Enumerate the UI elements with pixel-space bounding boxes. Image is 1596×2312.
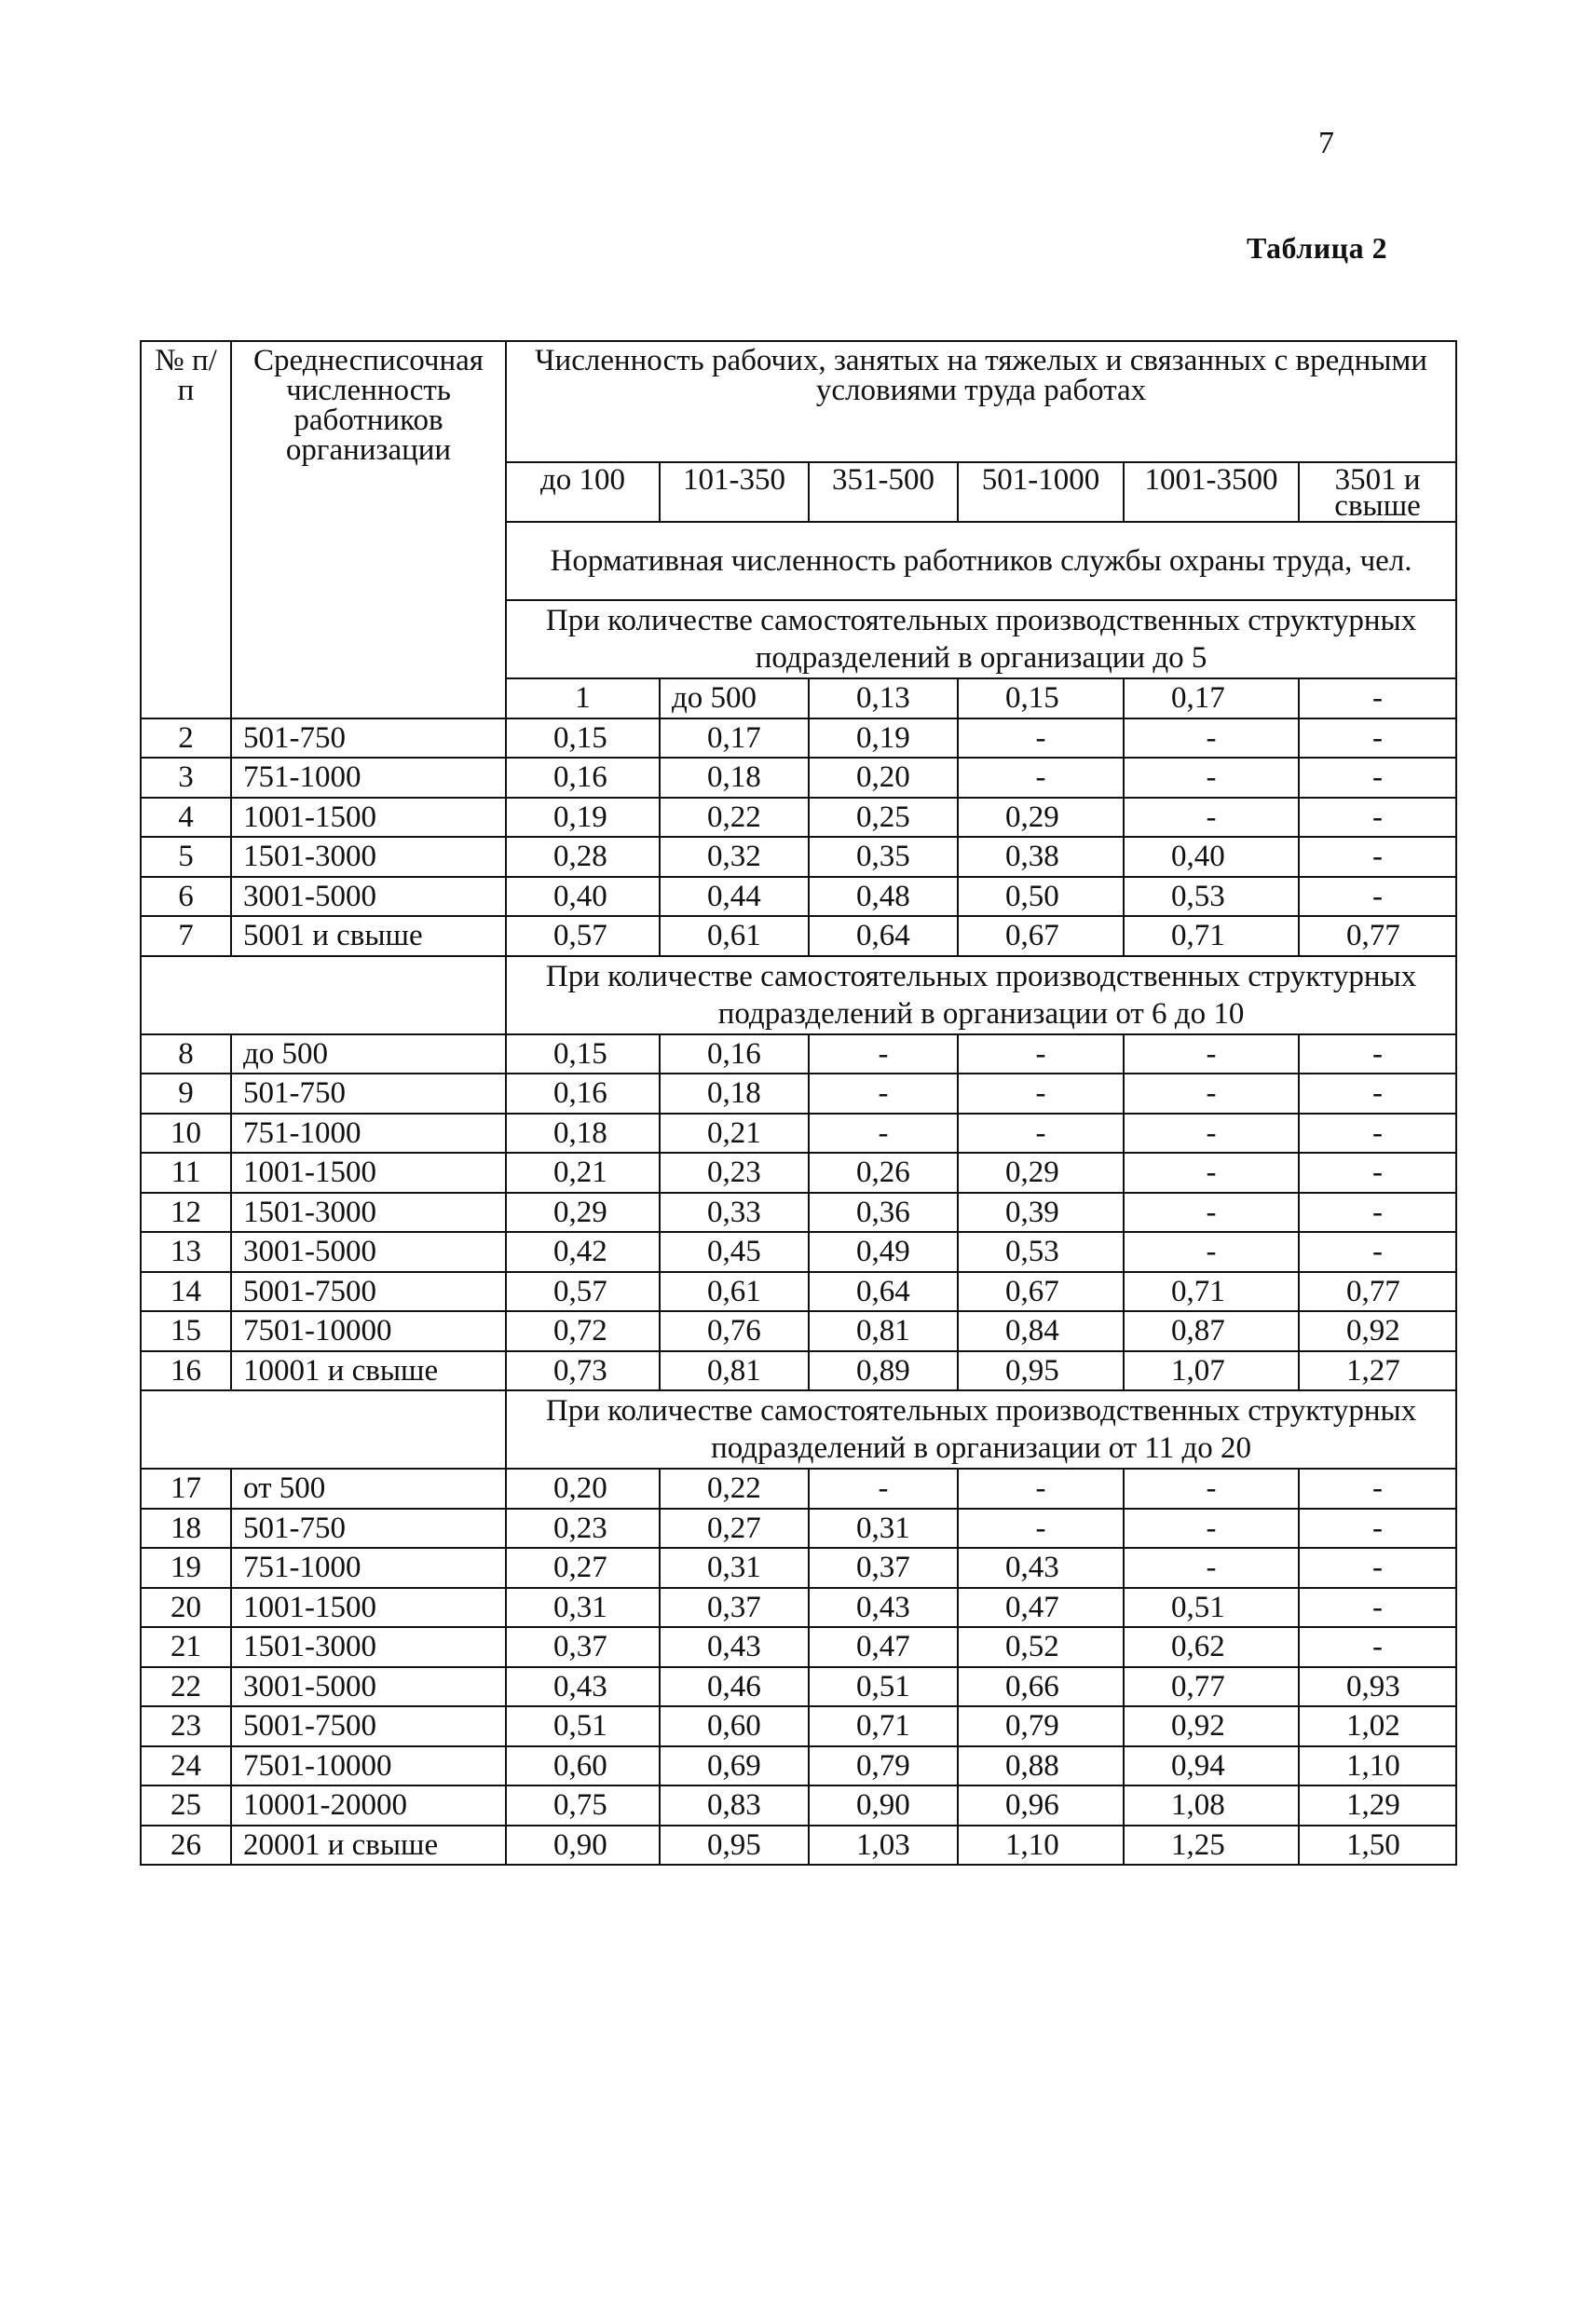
row-number: 25	[141, 1785, 231, 1826]
norm-table	[140, 340, 1457, 1866]
row-value: 0,39	[958, 1193, 1124, 1233]
row-number: 13	[141, 1232, 231, 1272]
row-staff-range: 3001-5000	[231, 1667, 506, 1707]
row-value: -	[809, 1074, 958, 1114]
row-value: 0,72	[506, 1311, 660, 1351]
table-body	[141, 341, 1456, 1865]
row-value: 0,43	[809, 1588, 958, 1628]
row-value: 0,88	[958, 1746, 1124, 1786]
row-number: 10	[141, 1114, 231, 1154]
row-value: 0,31	[809, 1509, 958, 1549]
row-staff-range: 5001-7500	[231, 1706, 506, 1746]
row-value: 0,17	[1124, 678, 1299, 718]
row-value: 0,45	[660, 1232, 809, 1272]
row-value: 0,77	[1299, 1272, 1456, 1312]
row-value: 1,07	[1124, 1351, 1299, 1391]
row-value: 0,81	[660, 1351, 809, 1391]
row-value: 0,29	[958, 798, 1124, 838]
row-value: -	[1299, 1074, 1456, 1114]
row-staff-range: 1001-1500	[231, 798, 506, 838]
row-value: -	[1299, 1034, 1456, 1074]
row-number: 20	[141, 1588, 231, 1628]
row-value: 0,67	[958, 1272, 1124, 1312]
row-staff-range: 5001-7500	[231, 1272, 506, 1312]
row-value: -	[1299, 1588, 1456, 1628]
row-staff-range: 5001 и свыше	[231, 916, 506, 956]
row-value: 0,61	[660, 916, 809, 956]
row-value: -	[1299, 718, 1456, 759]
row-number: 8	[141, 1034, 231, 1074]
row-value: 0,22	[660, 798, 809, 838]
row-value: 0,57	[506, 916, 660, 956]
row-value: 0,43	[506, 1667, 660, 1707]
section-blank-cell	[141, 1390, 506, 1469]
row-staff-range: 501-750	[231, 1074, 506, 1114]
table-row	[141, 1114, 1456, 1154]
table-row	[141, 1746, 1456, 1786]
row-value: 0,77	[1124, 1667, 1299, 1707]
row-value: -	[958, 1509, 1124, 1549]
row-value: -	[1124, 1509, 1299, 1549]
table-row	[141, 1548, 1456, 1588]
row-value: -	[1299, 1509, 1456, 1549]
row-staff-range: 7501-10000	[231, 1311, 506, 1351]
row-value: 0,37	[506, 1627, 660, 1667]
row-number: 4	[141, 798, 231, 838]
row-number: 14	[141, 1272, 231, 1312]
section-header-row	[141, 1390, 1456, 1469]
row-value: 0,21	[506, 1153, 660, 1193]
header-row-1	[141, 341, 1456, 462]
table-row	[141, 1469, 1456, 1509]
row-value: 0,31	[660, 1548, 809, 1588]
row-value: 0,79	[958, 1706, 1124, 1746]
row-value: 0,67	[958, 916, 1124, 956]
row-value: 0,22	[660, 1469, 809, 1509]
row-value: -	[958, 1034, 1124, 1074]
row-value: 0,36	[809, 1193, 958, 1233]
table-row	[141, 798, 1456, 838]
row-value: 0,62	[1124, 1627, 1299, 1667]
table-row	[141, 1706, 1456, 1746]
header-num: № п/п	[141, 341, 231, 718]
row-value: 0,48	[809, 877, 958, 917]
row-value: 0,15	[506, 718, 660, 759]
row-value: 0,83	[660, 1785, 809, 1826]
row-value: 1,10	[1299, 1746, 1456, 1786]
row-number: 24	[141, 1746, 231, 1786]
row-value: 0,28	[506, 837, 660, 877]
row-number: 22	[141, 1667, 231, 1707]
row-value: 0,40	[1124, 837, 1299, 877]
row-value: 0,75	[506, 1785, 660, 1826]
row-staff-range: 1501-3000	[231, 837, 506, 877]
row-value: 0,37	[809, 1548, 958, 1588]
row-value: 0,92	[1124, 1706, 1299, 1746]
row-staff-range: 751-1000	[231, 758, 506, 798]
row-value: -	[958, 758, 1124, 798]
table-row	[141, 1627, 1456, 1667]
row-value: 0,23	[506, 1509, 660, 1549]
row-value: 0,52	[958, 1627, 1124, 1667]
row-value: 1,27	[1299, 1351, 1456, 1391]
header-staff: Среднесписочная численность работников организации	[231, 341, 506, 718]
row-value: 0,19	[809, 718, 958, 759]
row-value: -	[1299, 1232, 1456, 1272]
row-value: 1,08	[1124, 1785, 1299, 1826]
row-value: 0,32	[660, 837, 809, 877]
row-staff-range: до 500	[231, 1034, 506, 1074]
row-value: -	[809, 1114, 958, 1154]
row-value: 0,57	[506, 1272, 660, 1312]
row-number: 19	[141, 1548, 231, 1588]
row-value: -	[1124, 1469, 1299, 1509]
row-value: 0,15	[958, 678, 1124, 718]
row-value: 0,49	[809, 1232, 958, 1272]
row-value: 0,19	[506, 798, 660, 838]
row-value: 1,03	[809, 1826, 958, 1866]
row-value: 0,51	[506, 1706, 660, 1746]
row-value: 0,37	[660, 1588, 809, 1628]
row-value: -	[1299, 758, 1456, 798]
table-row	[141, 1272, 1456, 1312]
table-row	[141, 837, 1456, 877]
header-workers: Численность рабочих, занятых на тяжелых и связанных с вредными условиями труда работах	[506, 341, 1456, 462]
row-value: 0,26	[809, 1153, 958, 1193]
row-value: 0,44	[660, 877, 809, 917]
row-value: 0,64	[809, 916, 958, 956]
row-value: -	[958, 1074, 1124, 1114]
row-number: 2	[141, 718, 231, 759]
row-value: 0,40	[506, 877, 660, 917]
row-value: -	[1299, 1469, 1456, 1509]
row-value: 0,69	[660, 1746, 809, 1786]
row-number: 12	[141, 1193, 231, 1233]
table-row	[141, 1153, 1456, 1193]
row-value: -	[809, 1034, 958, 1074]
row-value: 0,16	[506, 758, 660, 798]
row-staff-range: 501-750	[231, 718, 506, 759]
row-value: 0,25	[809, 798, 958, 838]
row-value: 0,95	[958, 1351, 1124, 1391]
header-range-5: 1001-3500	[1124, 462, 1299, 522]
page-number: 7	[1318, 126, 1334, 160]
row-number: 17	[141, 1469, 231, 1509]
row-value: -	[1124, 718, 1299, 759]
row-value: 0,43	[958, 1548, 1124, 1588]
row-value: 0,20	[506, 1469, 660, 1509]
row-value: 0,16	[506, 1074, 660, 1114]
row-value: -	[1124, 1153, 1299, 1193]
row-value: 0,71	[809, 1706, 958, 1746]
row-value: 0,29	[958, 1153, 1124, 1193]
row-staff-range: 10001 и свыше	[231, 1351, 506, 1391]
row-value: 0,43	[660, 1627, 809, 1667]
row-value: -	[1299, 678, 1456, 718]
row-number: 11	[141, 1153, 231, 1193]
row-value: 0,61	[660, 1272, 809, 1312]
row-staff-range: 3001-5000	[231, 1232, 506, 1272]
row-staff-range: 1001-1500	[231, 1153, 506, 1193]
row-value: -	[1124, 758, 1299, 798]
row-value: 0,95	[660, 1826, 809, 1866]
row-value: 0,87	[1124, 1311, 1299, 1351]
row-value: -	[1299, 1193, 1456, 1233]
row-value: 0,93	[1299, 1667, 1456, 1707]
header-norm-label: Нормативная численность работников службы охраны труда, чел.	[506, 522, 1456, 600]
row-value: -	[1299, 877, 1456, 917]
row-value: 0,38	[958, 837, 1124, 877]
row-value: 1,29	[1299, 1785, 1456, 1826]
row-staff-range: от 500	[231, 1469, 506, 1509]
row-value: 0,18	[506, 1114, 660, 1154]
row-staff-range: 501-750	[231, 1509, 506, 1549]
row-value: -	[1299, 1114, 1456, 1154]
row-value: 0,46	[660, 1667, 809, 1707]
row-value: 0,60	[506, 1746, 660, 1786]
row-value: 0,47	[809, 1627, 958, 1667]
row-number: 6	[141, 877, 231, 917]
row-value: 0,77	[1299, 916, 1456, 956]
table-row	[141, 1826, 1456, 1866]
row-staff-range: 1501-3000	[231, 1627, 506, 1667]
row-value: -	[1124, 1114, 1299, 1154]
section-title: При количестве самостоятельных производственных структурных подразделений в организации от 11 до 20	[506, 1390, 1456, 1469]
table-row	[141, 1193, 1456, 1233]
table-row	[141, 1667, 1456, 1707]
row-value: 0,66	[958, 1667, 1124, 1707]
row-value: -	[1124, 798, 1299, 838]
row-number: 3	[141, 758, 231, 798]
header-range-2: 101-350	[660, 462, 809, 522]
header-range-3: 351-500	[809, 462, 958, 522]
row-value: 0,21	[660, 1114, 809, 1154]
row-value: 0,51	[1124, 1588, 1299, 1628]
row-value: -	[809, 1469, 958, 1509]
section-title: При количестве самостоятельных производственных структурных подразделений в организации до 5	[506, 600, 1456, 678]
table-row	[141, 916, 1456, 956]
row-value: 0,64	[809, 1272, 958, 1312]
row-value: 0,35	[809, 837, 958, 877]
table-row	[141, 1311, 1456, 1351]
row-value: 0,17	[660, 718, 809, 759]
table-row	[141, 1588, 1456, 1628]
row-value: 0,90	[506, 1826, 660, 1866]
row-value: 0,27	[660, 1509, 809, 1549]
row-value: 0,18	[660, 758, 809, 798]
row-number: 26	[141, 1826, 231, 1866]
row-value: 0,15	[506, 1034, 660, 1074]
row-value: -	[1299, 837, 1456, 877]
row-value: 0,76	[660, 1311, 809, 1351]
table-row	[141, 1034, 1456, 1074]
section-title: При количестве самостоятельных производственных структурных подразделений в организации от 6 до 10	[506, 956, 1456, 1034]
row-value: 0,29	[506, 1193, 660, 1233]
row-number: 16	[141, 1351, 231, 1391]
row-value: 0,60	[660, 1706, 809, 1746]
row-value: 0,81	[809, 1311, 958, 1351]
row-value: -	[1299, 1627, 1456, 1667]
row-value: -	[1124, 1074, 1299, 1114]
row-value: 0,71	[1124, 916, 1299, 956]
table-row	[141, 1074, 1456, 1114]
row-value: 0,53	[958, 1232, 1124, 1272]
section-blank-cell	[141, 956, 506, 1034]
table-row	[141, 1232, 1456, 1272]
row-value: 0,27	[506, 1548, 660, 1588]
row-value: 0,96	[958, 1785, 1124, 1826]
row-value: -	[958, 1469, 1124, 1509]
row-value: 0,89	[809, 1351, 958, 1391]
row-staff-range: 7501-10000	[231, 1746, 506, 1786]
section-header-row	[141, 956, 1456, 1034]
row-value: 0,50	[958, 877, 1124, 917]
table-row	[141, 1509, 1456, 1549]
row-value: -	[1124, 1232, 1299, 1272]
table-row	[141, 758, 1456, 798]
row-staff-range: 10001-20000	[231, 1785, 506, 1826]
row-value: 0,18	[660, 1074, 809, 1114]
row-value: -	[1124, 1193, 1299, 1233]
row-staff-range: 751-1000	[231, 1548, 506, 1588]
row-value: 0,42	[506, 1232, 660, 1272]
header-range-6: 3501 и свыше	[1299, 462, 1456, 522]
row-value: -	[1124, 1548, 1299, 1588]
row-number: 5	[141, 837, 231, 877]
row-number: 15	[141, 1311, 231, 1351]
row-value: -	[1299, 798, 1456, 838]
row-value: 0,94	[1124, 1746, 1299, 1786]
row-staff-range: до 500	[660, 678, 809, 718]
row-value: 1,50	[1299, 1826, 1456, 1866]
table-title: Таблица 2	[1247, 231, 1388, 265]
row-value: 0,92	[1299, 1311, 1456, 1351]
row-value: 1,02	[1299, 1706, 1456, 1746]
row-value: 0,90	[809, 1785, 958, 1826]
row-value: 0,16	[660, 1034, 809, 1074]
row-value: 0,31	[506, 1588, 660, 1628]
row-value: 0,79	[809, 1746, 958, 1786]
row-number: 23	[141, 1706, 231, 1746]
row-value: 0,51	[809, 1667, 958, 1707]
row-value: 0,84	[958, 1311, 1124, 1351]
row-value: 0,47	[958, 1588, 1124, 1628]
row-number: 1	[506, 678, 660, 718]
row-value: 0,13	[809, 678, 958, 718]
row-staff-range: 20001 и свыше	[231, 1826, 506, 1866]
row-number: 7	[141, 916, 231, 956]
row-value: 1,10	[958, 1826, 1124, 1866]
header-range-1: до 100	[506, 462, 660, 522]
row-staff-range: 1001-1500	[231, 1588, 506, 1628]
row-staff-range: 751-1000	[231, 1114, 506, 1154]
row-staff-range: 3001-5000	[231, 877, 506, 917]
row-value: -	[1124, 1034, 1299, 1074]
header-range-4: 501-1000	[958, 462, 1124, 522]
row-value: -	[1299, 1153, 1456, 1193]
table-row	[141, 1351, 1456, 1391]
row-value: -	[958, 718, 1124, 759]
row-value: 1,25	[1124, 1826, 1299, 1866]
row-number: 21	[141, 1627, 231, 1667]
row-value: 0,23	[660, 1153, 809, 1193]
row-number: 18	[141, 1509, 231, 1549]
row-value: 0,71	[1124, 1272, 1299, 1312]
table-row	[141, 877, 1456, 917]
row-staff-range: 1501-3000	[231, 1193, 506, 1233]
row-value: 0,33	[660, 1193, 809, 1233]
table-row	[141, 718, 1456, 759]
row-value: 0,20	[809, 758, 958, 798]
row-number: 9	[141, 1074, 231, 1114]
row-value: -	[958, 1114, 1124, 1154]
row-value: 0,53	[1124, 877, 1299, 917]
row-value: 0,73	[506, 1351, 660, 1391]
table-row	[141, 1785, 1456, 1826]
row-value: -	[1299, 1548, 1456, 1588]
